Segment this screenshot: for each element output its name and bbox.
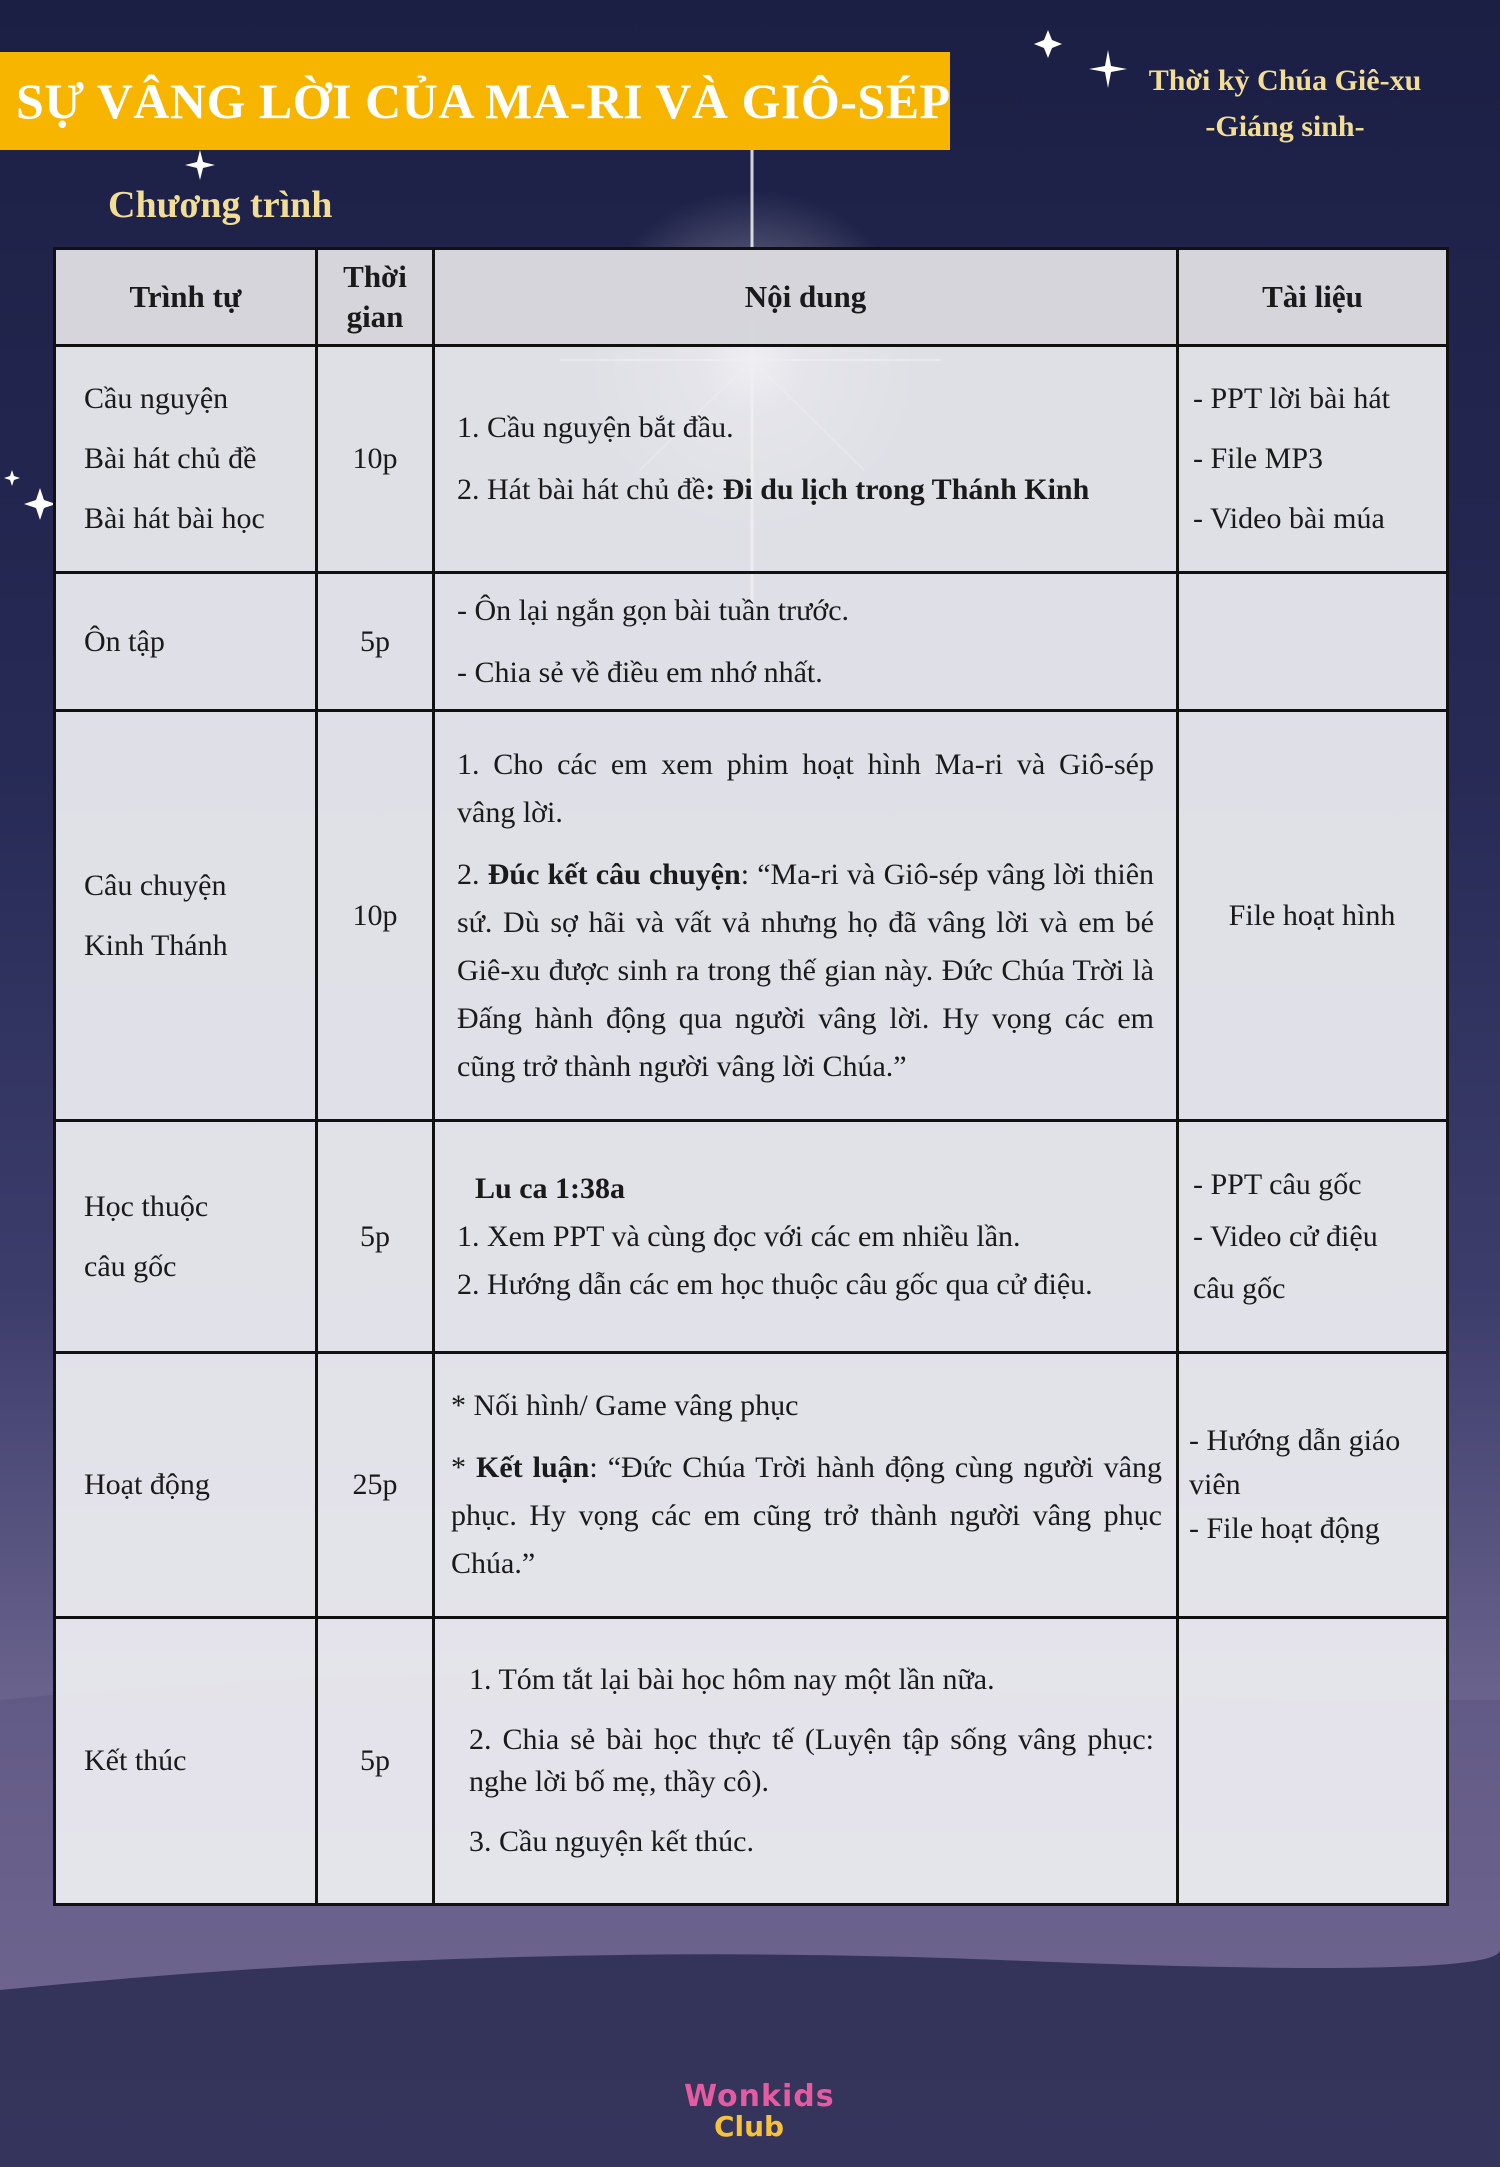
content-paragraph: 2. Chia sẻ bài học thực tế (Luyện tập sống vâng phục: nghe lời bố mẹ, thầy cô).	[469, 1723, 1154, 1798]
song-title: : Đi du lịch trong Thánh Kinh	[705, 473, 1090, 506]
table-row	[55, 711, 1448, 1121]
content-paragraph: 1. Tóm tắt lại bài học hôm nay một lần nữa.	[469, 1663, 995, 1696]
header-step: Trình tự	[55, 249, 317, 346]
step-line: Hoạt động	[84, 1468, 210, 1501]
material-item: File hoạt hình	[1228, 898, 1396, 932]
period-line-1: Thời kỳ Chúa Giê-xu	[1148, 64, 1422, 97]
material-item: - PPT lời bài hát	[1193, 382, 1390, 415]
content-paragraph	[451, 1444, 1162, 1588]
content-paragraph: 1. Cho các em xem phim hoạt hình Ma-ri và Giô-sép vâng lời.	[457, 747, 1154, 829]
step-line: câu gốc	[84, 1249, 177, 1283]
time-cell: 5p	[317, 1618, 434, 1905]
content-line: - Ôn lại ngắn gọn bài tuần trước.	[457, 593, 850, 627]
logo-line-1: Wonkids	[684, 2079, 835, 2114]
content-line: - Chia sẻ về điều em nhớ nhất.	[457, 655, 823, 689]
title-banner	[0, 52, 950, 150]
material-item: - Hướng dẫn giáo viên	[1189, 1424, 1401, 1501]
header-materials: Tài liệu	[1178, 249, 1448, 346]
section-title: Chương trình	[108, 184, 333, 226]
time-cell: 10p	[317, 711, 434, 1121]
material-item: - Video bài múa	[1193, 502, 1385, 535]
step-cell	[55, 1353, 317, 1618]
time-cell: 5p	[317, 573, 434, 711]
materials-cell	[1178, 1353, 1448, 1618]
step-line: Học thuộc	[84, 1189, 209, 1223]
logo-line-2: Club	[713, 2110, 785, 2143]
period-line-2: -Giáng sinh-	[1205, 110, 1365, 143]
table-row	[55, 573, 1448, 711]
header-time-line-2: gian	[346, 299, 404, 334]
step-line: Bài hát chủ đề	[84, 442, 257, 475]
period-label	[1100, 58, 1470, 150]
materials-cell	[1178, 711, 1448, 1121]
summary-label: Đúc kết câu chuyện	[487, 857, 741, 891]
materials-cell	[1178, 346, 1448, 573]
step-cell	[55, 1618, 317, 1905]
content-line	[457, 459, 1154, 521]
table-row	[55, 1121, 1448, 1353]
conclusion-label: Kết luận	[476, 1451, 590, 1484]
material-item: - File MP3	[1193, 442, 1324, 475]
material-item: - Video cử điệu	[1193, 1219, 1378, 1253]
time-cell: 25p	[317, 1353, 434, 1618]
content-cell	[434, 1618, 1178, 1905]
content-text: 2.	[457, 857, 488, 891]
content-cell	[434, 346, 1178, 573]
header-time-line-1: Thời	[343, 259, 407, 294]
materials-cell	[1178, 573, 1448, 711]
header-content: Nội dung	[434, 249, 1178, 346]
content-paragraph: * Nối hình/ Game vâng phục	[451, 1389, 799, 1422]
content-line: 1. Cầu nguyện bắt đầu.	[457, 411, 734, 444]
material-item: câu gốc	[1193, 1271, 1286, 1305]
program-table	[53, 247, 1449, 1906]
material-item: - PPT câu gốc	[1193, 1167, 1362, 1201]
content-paragraph: 3. Cầu nguyện kết thúc.	[469, 1825, 754, 1858]
content-cell	[434, 711, 1178, 1121]
materials-cell	[1178, 1618, 1448, 1905]
step-line: Kinh Thánh	[84, 928, 228, 962]
step-cell	[55, 346, 317, 573]
content-text: : “Đức Chúa Trời hành động cùng người vâng phục. Hy vọng các em cũng trở thành người vâng phục Chúa.”	[451, 1451, 1162, 1580]
step-cell	[55, 573, 317, 711]
content-line: 2. Hướng dẫn các em học thuộc câu gốc qua cử điệu.	[457, 1267, 1093, 1301]
content-text: : “Ma-ri và Giô-sép vâng lời thiên sứ. Dù sợ hãi và vất vả nhưng họ đã vâng lời và em bé Giê-xu được sinh ra trong thế gian này. Đức Chúa Trời là Đấng hành động qua người vâng lời. Hy vọng các em cũng trở thành người vâng lời Chúa.”	[457, 857, 1155, 1083]
content-cell	[434, 1121, 1178, 1353]
material-item: - File hoạt động	[1189, 1512, 1380, 1545]
step-line: Kết thúc	[84, 1744, 187, 1777]
step-line: Cầu nguyện	[84, 382, 229, 415]
step-cell	[55, 711, 317, 1121]
table-row	[55, 1353, 1448, 1618]
content-line: 1. Xem PPT và cùng đọc với các em nhiều lần.	[457, 1219, 1021, 1253]
content-paragraph	[457, 851, 1154, 1091]
content-text: *	[451, 1451, 477, 1484]
page-title: SỰ VÂNG LỜI CỦA MA-RI VÀ GIÔ-SÉP	[16, 73, 951, 129]
step-cell	[55, 1121, 317, 1353]
table-header-row	[55, 249, 1448, 346]
content-cell	[434, 573, 1178, 711]
time-cell: 10p	[317, 346, 434, 573]
content-cell	[434, 1353, 1178, 1618]
step-line: Câu chuyện	[84, 868, 227, 902]
content-text: 2. Hát bài hát chủ đề	[457, 473, 706, 506]
step-line: Bài hát bài học	[84, 502, 265, 535]
materials-cell	[1178, 1121, 1448, 1353]
table-row	[55, 1618, 1448, 1905]
step-line: Ôn tập	[84, 624, 165, 658]
table-row	[55, 346, 1448, 573]
header-time	[317, 249, 434, 346]
wonkids-club-logo	[684, 2079, 835, 2143]
time-cell: 5p	[317, 1121, 434, 1353]
bible-verse-reference: Lu ca 1:38a	[475, 1171, 625, 1205]
